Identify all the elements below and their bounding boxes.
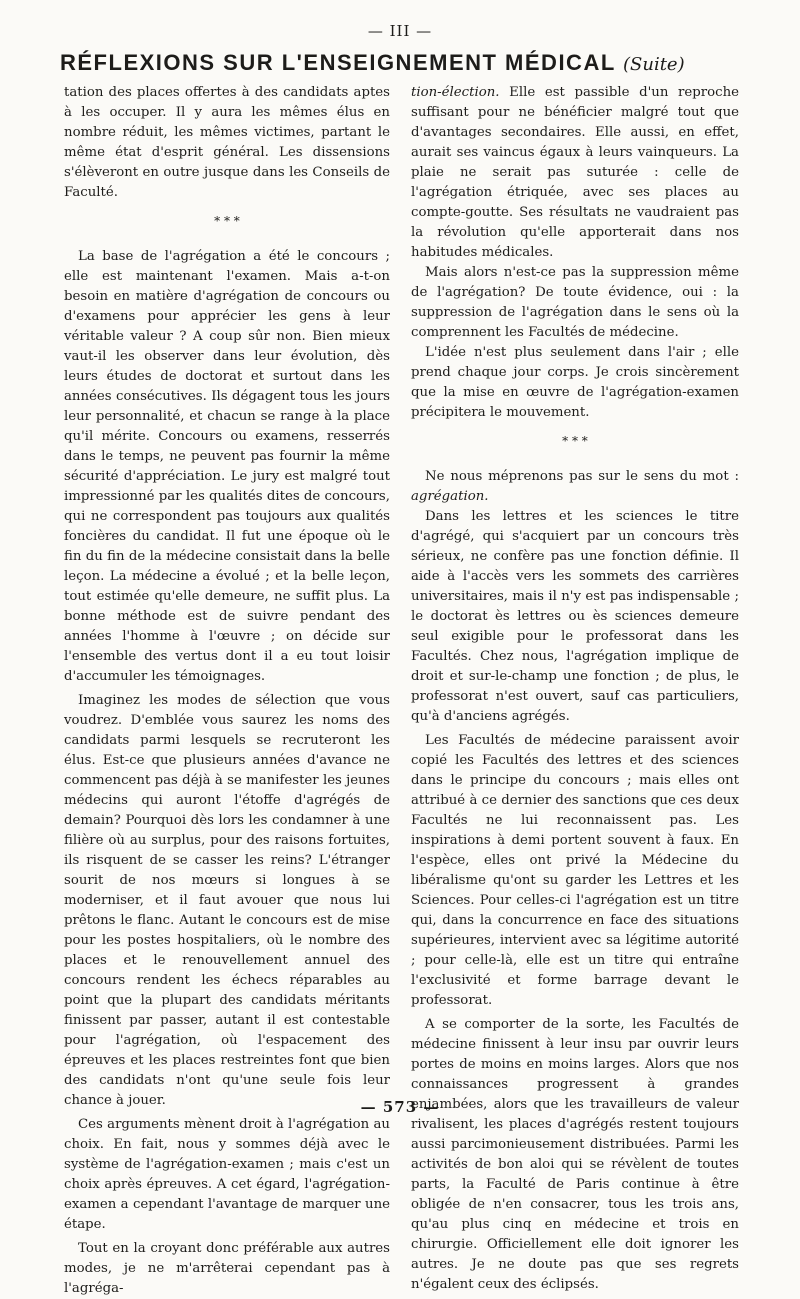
article-title-suffix: (Suite) bbox=[623, 54, 685, 75]
paragraph-text: Elle est passible d'un reproche suffisant pour ne bénéficier malgré tout que d'avantages secondaires. Elle aussi, en effet, aurait ses vaincus égaux à leurs vainqueurs. La plaie ne serait pas suturée : celle de l'agrégation étriquée, avec ses places au compte-goutte. Ses résultats ne vaudraient pas la révolution qu'elle apporterait dans nos habitudes médicales. bbox=[411, 85, 739, 260]
paragraph bbox=[411, 467, 739, 507]
paragraph: Ces arguments mènent droit à l'agrégation au choix. En fait, nous y sommes déjà avec le système de l'agrégation-examen ; mais c'est un choix après épreuves. A cet égard, l'agrégation-examen a cependant l'avantage de marquer une étape. bbox=[64, 1117, 390, 1232]
paragraph: Les Facultés de médecine paraissent avoir copié les Facultés des lettres et des sciences dans le principe du concours ; mais elles ont attribué à ce dernier des sanctions que ces deux Facultés ne lui reconnaissent pas. Les inspirations à demi portent souvent à faux. En l'espèce, elles ont privé la Médecine du libéralisme qu'ont su garder les Lettres et les Sciences. Pour celles-ci l'agrégation est un titre qui, dans la concurrence en face des situations supérieures, intervient avec sa légitime autorité ; pour celle-là, elle est un titre qui entraîne l'exclusivité et forme barrage devant le professorat. bbox=[411, 733, 739, 1008]
section-separator bbox=[64, 214, 390, 228]
article-title-text: RÉFLEXIONS SUR L'ENSEIGNEMENT MÉDICAL bbox=[60, 50, 616, 75]
page-number: — 573 — bbox=[360, 1098, 440, 1116]
paragraph: Mais alors n'est-ce pas la suppression même de l'agrégation? De toute évidence, oui : la suppression de l'agrégation dans le sens où la comprennent les Facultés de médecine. bbox=[411, 265, 739, 340]
paragraph bbox=[411, 83, 739, 263]
article-title bbox=[60, 50, 750, 78]
paragraph-text: Ne nous méprenons pas sur le sens du mot : bbox=[425, 469, 739, 484]
separator-text: * * * bbox=[214, 214, 240, 228]
paragraph: A se comporter de la sorte, les Facultés de médecine finissent à leur insu par ouvrir leurs portes de moins en moins larges. Alors que nos connaissances progressent à grandes enjambées, alors que les travailleurs de valeur rivalisent, les places d'agrégés restent toujours aussi parcimonieusement distribuées. Parmi les activités de bon aloi qui se révèlent de toutes parts, la Faculté de Paris continue à être obligée de n'en consacrer, tous les trois ans, qu'au plus cinq en médecine et trois en chirurgie. Officiellement elle doit ignorer les autres. Je ne doute pas que ses regrets n'égalent ceux des éclipsés. bbox=[411, 1017, 739, 1292]
paragraph: Imaginez les modes de sélection que vous voudrez. D'emblée vous saurez les noms des candidats parmi lesquels se recruteront les élus. Est-ce que plusieurs années d'avance ne commencent pas déjà à se manifester les jeunes médecins qui auront l'étoffe d'agrégés de demain? Pourquoi dès lors les condamner à une filière où au surplus, pour des raisons fortuites, ils risquent de se casser les reins? L'étranger sourit de nos mœurs si longues à se moderniser, et il faut avouer que nous lui prêtons le flanc. Autant le concours est de mise pour les postes hospitaliers, où le nombre des places et le renouvellement annuel des concours rendent les échecs réparables au point que la plupart des candidats méritants finissent par passer, autant il est contestable pour l'agrégation, où l'espacement des épreuves et les places restreintes font que bien des candidats n'ont qu'une seule fois leur chance à jouer. bbox=[64, 693, 390, 1108]
paragraph: La base de l'agrégation a été le concours ; elle est maintenant l'examen. Mais a-t-on besoin en matière d'agrégation de concours ou d'examens pour apprécier les gens à leur véritable valeur ? A coup sûr non. Bien mieux vaut-il les observer dans leur évolution, dès leurs études de doctorat et surtout dans les années consécutives. Ils dégagent tous les jours leur personnalité, et chacun se range à la place qu'il mérite. Concours ou examens, resserrés dans le temps, ne peuvent pas fournir la même sécurité d'appréciation. Le jury est malgré tout impressionné par les qualités dites de concours, qui ne correspondent pas toujours aux qualités foncières du candidat. Il fut une époque où le fin du fin de la médecine consistait dans la belle leçon. La médecine a évolué ; et la belle leçon, tout estimée qu'elle demeure, ne suffit plus. La bonne méthode est de suivre pendant des années l'homme à l'œuvre ; on décide sur l'ensemble des vertus dont il a eu tout loisir d'accumuler les témoignages. bbox=[64, 249, 390, 684]
left-column bbox=[64, 83, 390, 1299]
paragraph: tation des places offertes à des candidats aptes à les occuper. Il y aura les mêmes élus en nombre réduit, les mêmes victimes, partant le même état d'esprit général. Les dissensions s'élèveront en outre jusque dans les Conseils de Faculté. bbox=[64, 85, 390, 200]
page-folio: — III — bbox=[367, 22, 433, 40]
italic-term: tion-élection. bbox=[411, 85, 500, 100]
italic-term: agrégation. bbox=[411, 489, 489, 504]
paragraph: Dans les lettres et les sciences le titre d'agrégé, qui s'acquiert par un concours très sérieux, ne confère pas une fonction définie. Il aide à l'accès vers les sommets des carrières universitaires, mais il n'y est pas indispensable ; le doctorat ès lettres ou ès sciences demeure seul exigible pour le professorat dans les Facultés. Chez nous, l'agrégation implique de droit et sur-le-champ une fonction ; de plus, le professorat n'est ouvert, sauf cas particuliers, qu'à d'anciens agrégés. bbox=[411, 509, 739, 724]
separator-text: * * * bbox=[562, 434, 588, 448]
paragraph: L'idée n'est plus seulement dans l'air ; elle prend chaque jour corps. Je crois sincèrement que la mise en œuvre de l'agrégation-examen précipitera le mouvement. bbox=[411, 345, 739, 420]
section-separator bbox=[411, 434, 739, 448]
paragraph: Tout en la croyant donc préférable aux autres modes, je ne m'arrêterai cependant pas à l'agréga- bbox=[64, 1241, 390, 1296]
